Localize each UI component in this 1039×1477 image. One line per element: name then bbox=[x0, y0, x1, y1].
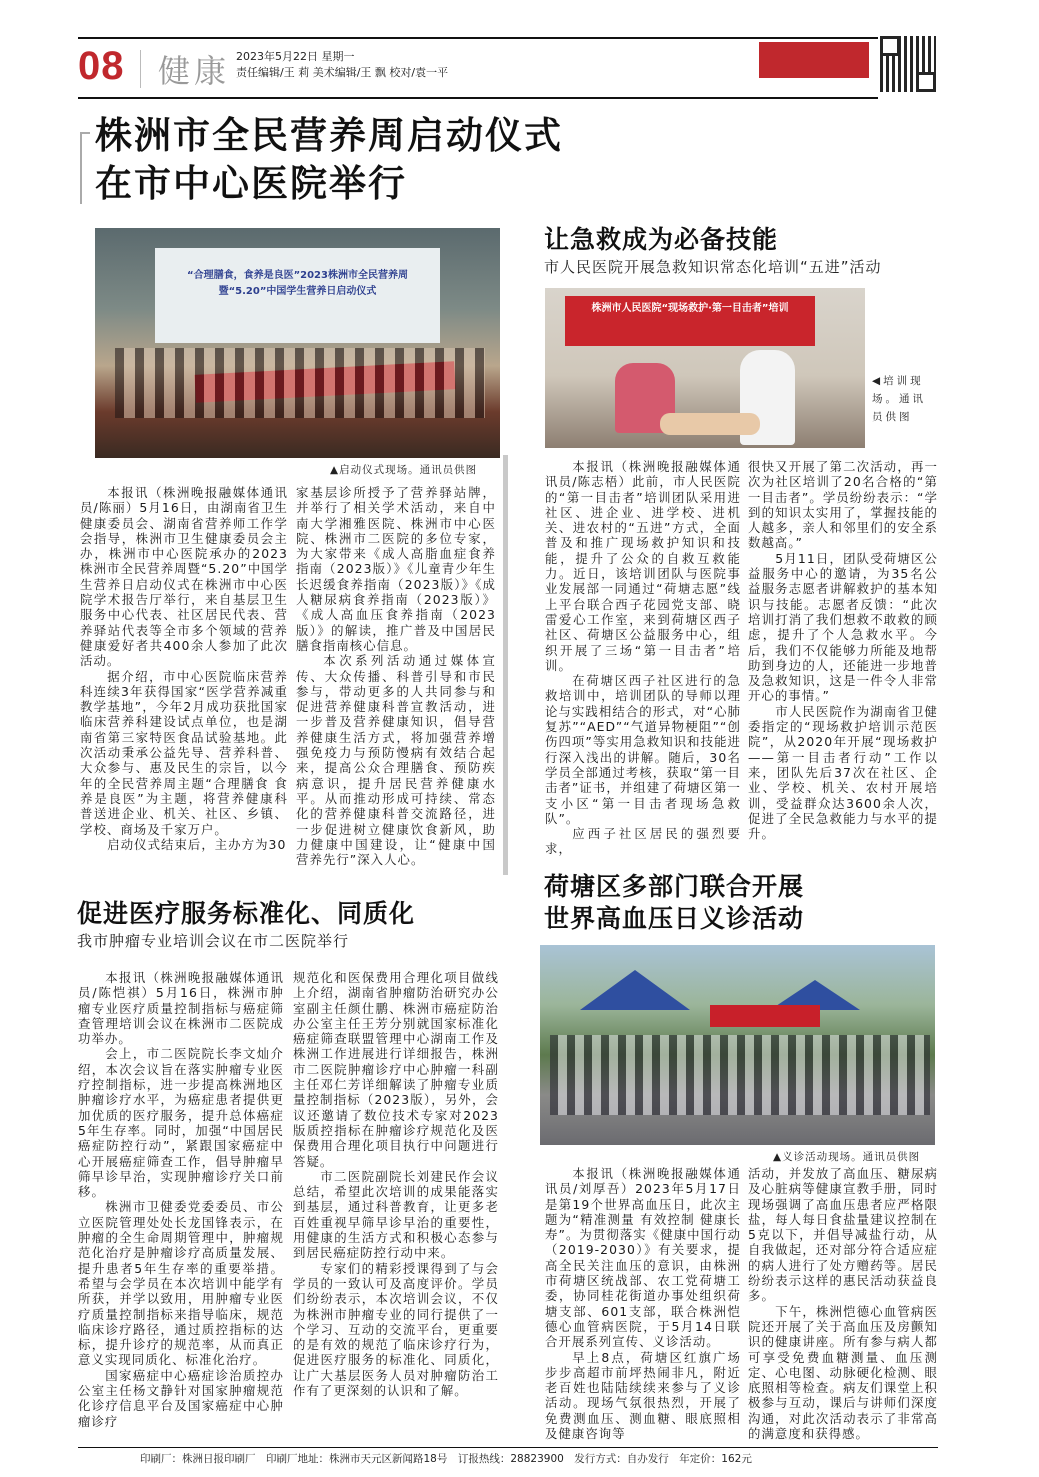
paragraph: 本报讯（株洲晚报融媒体通讯员/陈恺祺）5月16日，株洲市肿瘤专业医疗质量控制指标与癌症筛查管理培训会议在株洲市二医院成功举办。 bbox=[78, 970, 284, 1047]
article1-caption: ▲启动仪式现场。通讯员供图 bbox=[330, 464, 478, 476]
article2-column-1 bbox=[545, 459, 741, 857]
editors-line: 责任编辑/王 莉 美术编辑/王 飘 校对/袁一平 bbox=[236, 66, 449, 79]
article3-column-1 bbox=[78, 970, 284, 1429]
article1-headline[interactable] bbox=[95, 112, 563, 208]
paragraph: 本报讯（株洲晚报融媒体通讯员/刘厚吾）2023年5月17日是第19个世界高血压日，此次主题为“精准测量 有效控制 健康长寿”。为贯彻落实《健康中国行动（2019-2030）》有关要求，提高全民关注血压的意识，由株洲市荷塘区统战部、农工党荷塘工委，协同桂花街道办事处组织荷塘支部、601支部，联合株洲恺德心血管病医院，于5月14日联合开展系列宣传、义诊活动。 bbox=[545, 1166, 741, 1350]
section-title: 健康 bbox=[158, 52, 231, 90]
paragraph: 应西子社区居民的强烈要求， bbox=[545, 826, 741, 857]
article4-headline[interactable] bbox=[544, 871, 804, 935]
issue-date: 2023年5月22日 星期一 bbox=[236, 50, 355, 63]
headline-line: 世界高血压日义诊活动 bbox=[544, 904, 805, 933]
people-group bbox=[115, 348, 485, 418]
article3-headline[interactable]: 促进医疗服务标准化、同质化 bbox=[77, 899, 416, 928]
paragraph: 本报讯（株洲晚报融媒体通讯员/陈丽）5月16日，由湖南省卫生健康委员会、湖南省营养师工作学会指导，株洲市卫生健康委员会主办，株洲市中心医院承办的2023株洲市全民营养周暨“5.20”中国学生营养日启动仪式在株洲市中心医院学术报告厅举行，来自基层卫生服务中心代表、社区居民代表、营养驿站代表等全市多个领域的营养健康爱好者共400余人参加了此次活动。 bbox=[80, 485, 289, 669]
paragraph: 启动仪式结束后，主办方为30 bbox=[107, 836, 287, 852]
photo-banner-text: 株洲市人民医院“现场救护·第一目击者”培训 bbox=[591, 303, 789, 314]
article1-column-1 bbox=[80, 485, 288, 852]
article2-caption: ◀培训现场。通讯员供图 bbox=[872, 375, 926, 423]
paragraph: 5月11日，团队受荷塘区公益服务中心的邀请，为35名公益服务志愿者讲解救护的基本知识与技能。志愿者反馈：“此次培训打消了我们想救不敢救的顾虑，提升了个人急救水平。今后，我们不仅能够力所能及地帮助到身边的人，还能进一步地普及急救知识，这是一件令人非常开心的事情。” bbox=[748, 550, 938, 704]
paragraph: 株洲市卫健委党委委员、市公立医院管理处处长龙国锋表示，在肿瘤的全生命周期管理中，肿瘤规范化治疗是肿瘤诊疗高质量发展、提升患者5年生存率的重要举措。希望与会学员在本次培训中能学有所获，并学以致用，用肿瘤专业医疗质量控制指标来指导临床，规范临床诊疗路径，通过质控指标的达标，提升诊疗的规范率，从而真正意义实现同质化、标准化治疗。 bbox=[78, 1199, 284, 1368]
photo-backdrop-text: “合理膳食，食养是良医”2023株洲市全民营养周暨“5.20”中国学生营养日启动仪式 bbox=[187, 270, 408, 297]
crowd bbox=[550, 1035, 930, 1115]
qr-code-icon[interactable] bbox=[880, 36, 936, 92]
blue-tent bbox=[580, 970, 690, 1010]
paragraph: 在荷塘区西子社区进行的急救培训中，培训团队的导师以理论与实践相结合的形式，对“心肺复苏”“AED”“气道异物梗阻”“创伤四项”等实用急救知识和技能进行深入浅出的讲解。随后，30名学员全部通过考核，获取“第一目击者”证书，并组建了荷塘区第一支小区“第一目击者现场急救队”。 bbox=[545, 673, 741, 826]
paragraph: 下午，株洲恺德心血管病医院还开展了关于高血压及房颤知识的健康讲座。所有参与病人都可享受免费血糖测量、血压测定、心电图、动脉硬化检测、眼底照相等检查。病友们课堂上积极参与互动，课后与讲师们深度沟通，对此次活动表示了非常高的满意度和获得感。 bbox=[748, 1303, 938, 1442]
column-divider bbox=[503, 455, 508, 875]
article2-headline[interactable]: 让急救成为必备技能 bbox=[544, 225, 779, 254]
headline-line: 在市中心医院举行 bbox=[95, 162, 407, 205]
article2-column-2 bbox=[748, 459, 938, 841]
paragraph: 早上8点，荷塘区红旗广场步步高超市前坪热闹非凡，附近老百姓也陆陆续续来参与了义诊活动。现场气氛很热烈，开展了免费测血压、测血糖、眼底照相及健康咨询等 bbox=[545, 1349, 741, 1442]
article3-column-2 bbox=[293, 970, 499, 1398]
footer-imprint: 印刷厂：株洲日报印刷厂 印刷厂地址：株洲市天元区新闻路18号 订报热线：28823900 发行方式：自办发行 年定价：162元 bbox=[140, 1453, 752, 1465]
article1-column-2 bbox=[296, 485, 496, 867]
paragraph: 专家们的精彩授课得到了与会学员的一致认可及高度评价。学员们纷纷表示，本次培训会议，不仅为株洲市肿瘤专业的同行提供了一个学习、互动的交流平台，更重要的是有效的规范了临床诊疗行为，促进医疗服务的标准化、同质化，让广大基层医务人员对肿瘤防治工作有了更深刻的认识和了解。 bbox=[293, 1260, 499, 1399]
article4-column-1 bbox=[545, 1166, 741, 1441]
newspaper-logo bbox=[759, 42, 869, 78]
footer-rule bbox=[78, 1447, 938, 1448]
paragraph: 据介绍，市中心医院临床营养科连续3年获得国家“医学营养减重教学基地”，今年2月成功获批国家临床营养科建设试点单位，也是湖南省第三家特医食品试验基地。此次活动秉承公益先导、营养科普、大众参与、惠及民生的宗旨，以今年的全民营养周主题“合理膳食 食养是良医”为主题，将营养健康科普送进企业、机关、社区、乡镇、学校、商场及千家万户。 bbox=[80, 668, 288, 837]
article4-caption: ▲义诊活动现场。通讯员供图 bbox=[773, 1151, 921, 1163]
paragraph: 国家癌症中心癌症诊治质控办公室主任杨文静针对国家肿瘤规范化诊疗信息平台及国家癌症中心肿瘤诊疗 bbox=[78, 1367, 284, 1429]
headline-line: 荷塘区多部门联合开展 bbox=[544, 872, 805, 901]
page-number: 08 bbox=[78, 44, 125, 88]
paragraph: 本次系列活动通过媒体宣传、大众传播、科普引导和市民参与，带动更多的人共同参与和促进营养健康科普宣教活动，进一步普及营养健康知识，倡导营养健康生活方式，将加强营养增强免疫力与预防慢病有效结合起来，提高公众合理膳食、预防疾病意识，提升居民营养健康水平。从而推动形成可持续、常态化的营养健康科普交流路径，进一步促进树立健康饮食新风，助力健康中国建设，让“健康中国 营养先行”深入人心。 bbox=[296, 653, 496, 868]
headline-line: 株洲市全民营养周启动仪式 bbox=[95, 114, 563, 157]
paragraph: 本报讯（株洲晚报融媒体通讯员/陈志梧）此前，市人民医院的“第一目击者”培训团队采用进社区、进企业、进学校、进机关、进农村的“五进”方式，全面普及和推广现场救护知识和技能，提升了公众的自救互救能力。近日，该培训团队与医院事业发展部一同通过“荷塘志愿”线上平台联合西子花园党支部、晓雷爱心工作室，来到荷塘区西子社区、荷塘区公益服务中心，组织开展了三场“第一目击者”培训。 bbox=[545, 459, 741, 673]
paragraph: 规范化和医保费用合理化项目做线上介绍，湖南省肿瘤防治研究办公室副主任颜仕鹏、株洲市癌症防治办公室主任王芳分别就国家标准化癌症筛查联盟管理中心湖南工作及株洲工作进展进行详细报告，株洲市二医院肿瘤诊疗中心肿瘤一科副主任邓仁芳详细解读了肿瘤专业质量控制指标（2023版），另外，会议还邀请了数位技术专家对2023版质控指标在肿瘤诊疗规范化及医保费用合理化项目执行中问题进行答疑。 bbox=[293, 970, 499, 1169]
paragraph: 家基层诊所授予了营养驿站牌，并举行了相关学术活动，来自中南大学湘雅医院、株洲市中心医院、株洲市二医院的多位专家，为大家带来《成人高脂血症食养指南（2023版）》《儿童青少年生长迟缓食养指南（2023版）》《成人糖尿病食养指南（2023版）》《成人高血压食养指南（2023版）》的解读，推广普及中国居民膳食指南核心信息。 bbox=[296, 485, 496, 653]
paragraph: 市人民医院作为湖南省卫健委指定的“现场救护培训示范医院”，从2020年开展“现场救护——第一目击者行动”工作以来，团队先后37次在社区、企业、学校、机关、农村开展培训，受益群众达3600余人次，促进了全民急救能力与水平的提升。 bbox=[748, 703, 938, 842]
cpr-mannequin bbox=[660, 413, 760, 435]
article3-subheadline: 我市肿瘤专业培训会议在市二医院举行 bbox=[77, 932, 350, 950]
paragraph: 很快又开展了第二次活动，再一次为社区培训了20名合格的“第一目击者”。学员纷纷表示：“学到的知识太实用了，掌握技能的人越多，亲人和邻里们的安全系数越高。” bbox=[748, 459, 938, 551]
article4-column-2 bbox=[748, 1166, 938, 1441]
article1-photo[interactable] bbox=[95, 228, 500, 458]
header-bottom-rule bbox=[78, 97, 878, 99]
top-rule bbox=[78, 37, 878, 39]
article2-photo[interactable] bbox=[545, 288, 865, 448]
article4-photo[interactable] bbox=[540, 945, 935, 1145]
red-banner bbox=[710, 1005, 820, 1027]
article2-subheadline: 市人民医院开展急救知识常态化培训“五进”活动 bbox=[544, 258, 882, 276]
bracket-decoration bbox=[80, 132, 90, 204]
paragraph: 会上，市二医院院长李文灿介绍，本次会议旨在落实肿瘤专业医疗控制指标，进一步提高株洲地区肿瘤诊疗水平，为癌症患者提供更加优质的医疗服务，提升总体癌症5年生存率。同时，加强“中国居民癌症防控行动”，紧跟国家癌症中心开展癌症筛查工作，倡导肿瘤早筛早诊早治，实现肿瘤诊疗关口前移。 bbox=[78, 1046, 284, 1200]
paragraph: 活动，并发放了高血压、糖尿病及心脏病等健康宣教手册，同时现场强调了高血压患者应严格限盐，每人每日食盐量建议控制在5克以下，并倡导减盐行动，从自我做起，还对部分符合适应症的病人进行了处方赠药等。居民纷纷表示这样的惠民活动获益良多。 bbox=[748, 1166, 938, 1304]
issue-meta bbox=[236, 49, 448, 81]
header-divider bbox=[140, 50, 141, 88]
paragraph: 市二医院副院长刘建民作会议总结，希望此次培训的成果能落实到基层，通过科普教育，让更多老百姓重视早筛早诊早治的重要性，用健康的生活方式和积极心态参与到居民癌症防控行动中来。 bbox=[293, 1168, 499, 1261]
